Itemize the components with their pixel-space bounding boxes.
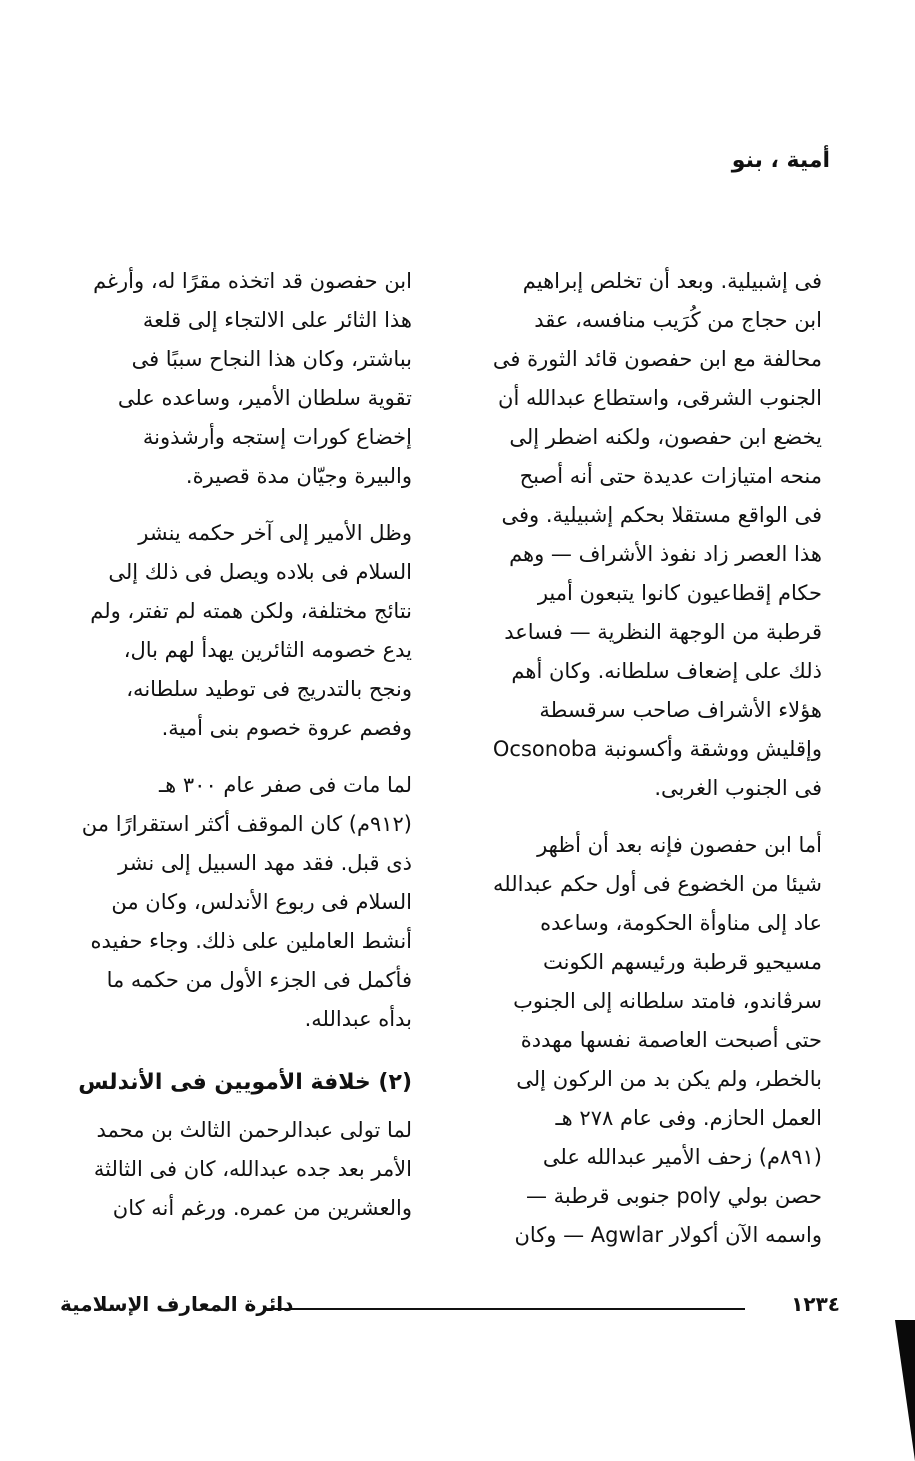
scan-edge-shadow xyxy=(895,1320,915,1461)
paragraph-gap xyxy=(467,808,822,826)
page-footer xyxy=(60,1292,840,1322)
text-line: ذلك على إضعاف سلطانه. وكان أهم xyxy=(511,659,822,683)
text-line: بدأه عبدالله. xyxy=(304,1007,412,1031)
text-line: إخضاع كورات إستجه وأرشذونة xyxy=(142,425,412,449)
text-line: (٨٩١م) زحف الأمير عبدالله على xyxy=(542,1145,822,1169)
text-line: والبيرة وجيّان مدة قصيرة. xyxy=(185,464,412,488)
text-line: الأمر بعد جده عبدالله، كان فى الثالثة xyxy=(93,1157,412,1181)
text-line: هؤلاء الأشراف صاحب سرقسطة xyxy=(539,698,822,722)
text-line: فى إشبيلية. وبعد أن تخلص إبراهيم xyxy=(522,269,822,293)
text-line: أما ابن حفصون فإنه بعد أن أظهر xyxy=(537,833,822,857)
text-line: ذى قبل. فقد مهد السبيل إلى نشر xyxy=(118,851,412,875)
text-line: أنشط العاملين على ذلك. وجاء حفيده xyxy=(90,929,412,953)
paragraph xyxy=(467,826,822,1255)
text-line: فى الجنوب الغربى. xyxy=(654,776,822,800)
right-column xyxy=(467,262,822,1255)
text-line: ونجح بالتدريج فى توطيد سلطانه، xyxy=(126,677,412,701)
text-line: ابن حجاج من كُرَيب منافسه، عقد xyxy=(534,308,822,332)
paragraph xyxy=(57,1111,412,1228)
text-line: ابن حفصون قد اتخذه مقرًا له، وأرغم xyxy=(93,269,412,293)
text-line: (٩١٢م) كان الموقف أكثر استقرارًا من xyxy=(81,812,412,836)
text-line: نتائج مختلفة، ولكن همته لم تفتر، ولم xyxy=(90,599,412,623)
text-line: فأكمل فى الجزء الأول من حكمه ما xyxy=(106,968,412,992)
text-line: السلام فى بلاده ويصل فى ذلك إلى xyxy=(108,560,412,584)
text-line: بالخطر، ولم يكن بد من الركون إلى xyxy=(516,1067,822,1091)
paragraph xyxy=(467,262,822,808)
page-number: ١٢٣٤ xyxy=(791,1292,840,1316)
left-column xyxy=(57,262,412,1228)
running-head: أمية ، بنو xyxy=(731,148,830,173)
paragraph xyxy=(57,514,412,748)
text-line: العمل الحازم. وفى عام ٢٧٨ هـ xyxy=(555,1106,822,1130)
text-line: يدع خصومه الثائرين يهدأ لهم بال، xyxy=(123,638,412,662)
footer-rule xyxy=(265,1308,745,1310)
text-line: شيئا من الخضوع فى أول حكم عبدالله xyxy=(493,872,822,896)
text-line: تقوية سلطان الأمير، وساعده على xyxy=(117,386,412,410)
publication-title: دائرة المعارف الإسلامية xyxy=(60,1292,294,1316)
text-line: حصن بولي poly جنوبى قرطبة — xyxy=(525,1184,822,1208)
section-heading: (٢) خلافة الأمويين فى الأندلس xyxy=(78,1070,412,1095)
paragraph xyxy=(57,766,412,1039)
text-line: فى الواقع مستقلا بحكم إشبيلية. وفى xyxy=(501,503,822,527)
text-line: حكام إقطاعيون كانوا يتبعون أمير xyxy=(537,581,822,605)
text-line: حتى أصبحت العاصمة نفسها مهددة xyxy=(520,1028,822,1052)
text-line: سرڤاندو، فامتد سلطانه إلى الجنوب xyxy=(513,989,822,1013)
text-line: السلام فى ربوع الأندلس، وكان من xyxy=(111,890,412,914)
text-line: وإقليش ووشقة وأكسونبة Ocsonoba xyxy=(492,737,822,761)
text-line: هذا الثائر على الالتجاء إلى قلعة xyxy=(142,308,412,332)
text-line: لما مات فى صفر عام ٣٠٠ هـ xyxy=(159,773,412,797)
text-line: والعشرين من عمره. ورغم أنه كان xyxy=(112,1196,412,1220)
paragraph xyxy=(57,262,412,496)
text-line: هذا العصر زاد نفوذ الأشراف — وهم xyxy=(509,542,822,566)
paragraph-gap xyxy=(57,748,412,766)
text-line: محالفة مع ابن حفصون قائد الثورة فى xyxy=(492,347,822,371)
text-line: وفصم عروة خصوم بنى أمية. xyxy=(161,716,412,740)
text-line: منحه امتيازات عديدة حتى أنه أصبح xyxy=(519,464,822,488)
text-line: وظل الأمير إلى آخر حكمه ينشر xyxy=(138,521,412,545)
text-line: الجنوب الشرقى، واستطاع عبدالله أن xyxy=(498,386,822,410)
text-line: مسيحيو قرطبة ورئيسهم الكونت xyxy=(542,950,822,974)
text-line: يخضع ابن حفصون، ولكنه اضطر إلى xyxy=(509,425,822,449)
text-line: قرطبة من الوجهة النظرية — فساعد xyxy=(504,620,822,644)
paragraph-gap xyxy=(57,496,412,514)
text-line: واسمه الآن أكولار Agwlar — وكان xyxy=(514,1223,822,1247)
text-line: لما تولى عبدالرحمن الثالث بن محمد xyxy=(96,1118,412,1142)
text-line: عاد إلى مناوأة الحكومة، وساعده xyxy=(540,911,822,935)
text-line: بباشتر، وكان هذا النجاح سببًا فى xyxy=(131,347,412,371)
